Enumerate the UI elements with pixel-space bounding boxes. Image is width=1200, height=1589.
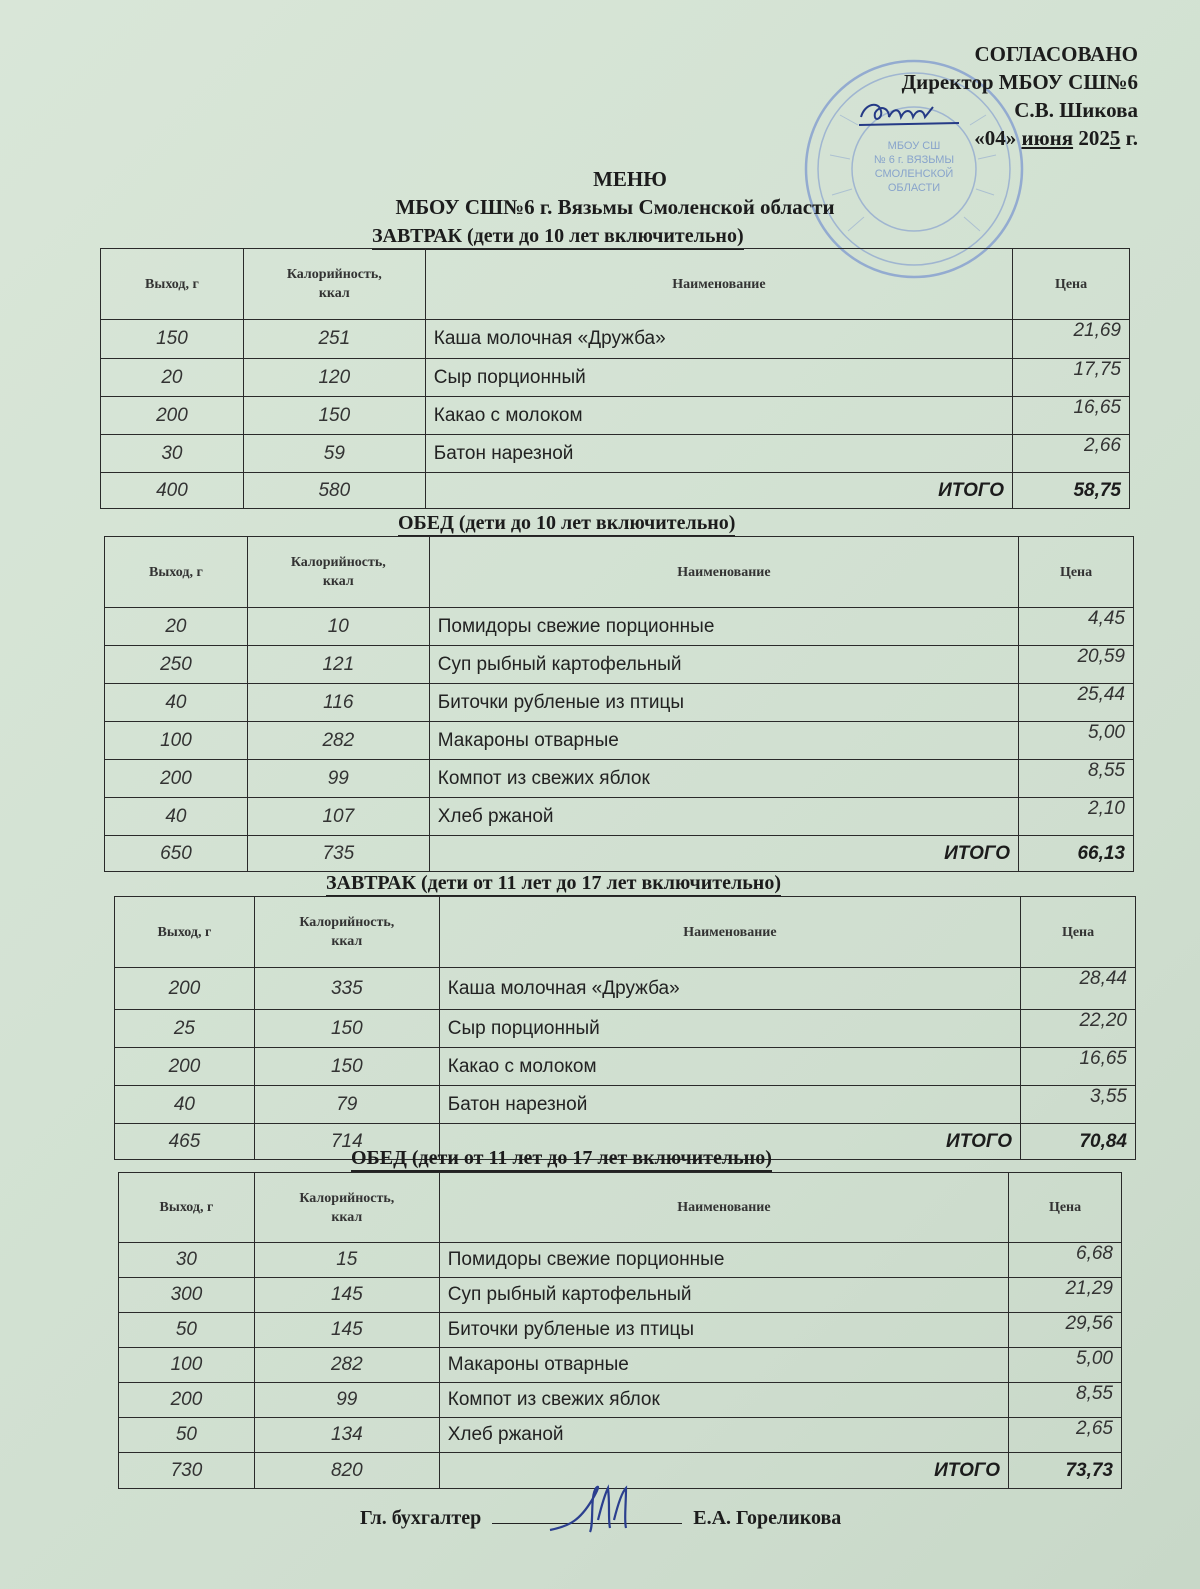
calories-cell: 735	[247, 836, 429, 872]
header-name: Наименование	[425, 249, 1012, 320]
stamp-line: № 6 г. ВЯЗЬМЫ	[873, 154, 955, 166]
weight-cell: 50	[119, 1313, 255, 1348]
header-price: Цена	[1013, 249, 1130, 320]
weight-cell: 30	[101, 435, 244, 473]
price-cell: 66,13	[1019, 836, 1134, 872]
weight-cell: 200	[115, 968, 255, 1010]
document-title: МЕНЮ	[593, 167, 667, 191]
approval-date-year-digit: 5	[1109, 126, 1121, 150]
table-header-row	[105, 537, 1134, 608]
table-header-row	[101, 249, 1130, 320]
header-price: Цена	[1009, 1173, 1122, 1243]
weight-cell: 400	[101, 473, 244, 509]
name-cell: Какао с молоком	[425, 397, 1012, 435]
table-header-row	[119, 1173, 1122, 1243]
header-weight: Выход, г	[101, 249, 244, 320]
stamp-line: МБОУ СШ	[887, 140, 941, 152]
calories-cell: 134	[254, 1418, 439, 1453]
calories-cell: 116	[247, 684, 429, 722]
section-title: ЗАВТРАК (дети до 10 лет включительно)	[372, 225, 744, 247]
price-cell: 2,10	[1019, 798, 1134, 836]
price-cell: 70,84	[1021, 1124, 1136, 1160]
price-cell: 5,00	[1019, 722, 1134, 760]
document-titles	[100, 165, 1130, 221]
price-cell: 8,55	[1009, 1383, 1122, 1418]
approval-heading: СОГЛАСОВАНО	[974, 42, 1138, 66]
calories-cell: 714	[254, 1124, 439, 1160]
total-label: ИТОГО	[439, 1124, 1020, 1160]
price-cell: 16,65	[1013, 397, 1130, 435]
calories-cell: 150	[254, 1010, 439, 1048]
approval-date-suffix: г.	[1125, 126, 1138, 150]
calories-cell: 820	[254, 1453, 439, 1489]
calories-cell: 150	[254, 1048, 439, 1086]
menu-table	[100, 248, 1130, 509]
approval-position: Директор МБОУ СШ№6	[901, 70, 1138, 94]
header-weight: Выход, г	[119, 1173, 255, 1243]
header-price: Цена	[1019, 537, 1134, 608]
menu-table	[114, 896, 1136, 1160]
header-weight: Выход, г	[115, 897, 255, 968]
price-cell: 17,75	[1013, 359, 1130, 397]
header-calories: Калорийность, ккал	[254, 897, 439, 968]
menu-table	[118, 1172, 1122, 1489]
weight-cell: 200	[101, 397, 244, 435]
calories-cell: 150	[243, 397, 425, 435]
table-row	[119, 1313, 1122, 1348]
price-cell: 6,68	[1009, 1243, 1122, 1278]
weight-cell: 300	[119, 1278, 255, 1313]
section-title: ОБЕД (дети до 10 лет включительно)	[398, 512, 735, 534]
calories-cell: 282	[254, 1348, 439, 1383]
name-cell: Хлеб ржаной	[439, 1418, 1008, 1453]
price-cell: 2,65	[1009, 1418, 1122, 1453]
table-total-row	[101, 473, 1130, 509]
table-row	[119, 1383, 1122, 1418]
name-cell: Каша молочная «Дружба»	[439, 968, 1020, 1010]
calories-cell: 107	[247, 798, 429, 836]
table-row	[115, 968, 1136, 1010]
header-name: Наименование	[429, 537, 1018, 608]
weight-cell: 250	[105, 646, 248, 684]
calories-cell: 145	[254, 1278, 439, 1313]
calories-cell: 580	[243, 473, 425, 509]
weight-cell: 30	[119, 1243, 255, 1278]
weight-cell: 200	[115, 1048, 255, 1086]
name-cell: Помидоры свежие порционные	[439, 1243, 1008, 1278]
calories-cell: 10	[247, 608, 429, 646]
header-name: Наименование	[439, 897, 1020, 968]
approval-date-month: июня	[1021, 126, 1074, 150]
name-cell: Батон нарезной	[425, 435, 1012, 473]
weight-cell: 40	[105, 684, 248, 722]
price-cell: 58,75	[1013, 473, 1130, 509]
weight-cell: 150	[101, 320, 244, 359]
price-cell: 16,65	[1021, 1048, 1136, 1086]
weight-cell: 730	[119, 1453, 255, 1489]
accountant-role: Гл. бухгалтер	[360, 1507, 482, 1529]
table-row	[101, 397, 1130, 435]
calories-cell: 121	[247, 646, 429, 684]
section-title: ОБЕД (дети от 11 лет до 17 лет включительно)	[351, 1147, 772, 1169]
name-cell: Батон нарезной	[439, 1086, 1020, 1124]
price-cell: 21,69	[1013, 320, 1130, 359]
weight-cell: 200	[119, 1383, 255, 1418]
total-label: ИТОГО	[429, 836, 1018, 872]
price-cell: 22,20	[1021, 1010, 1136, 1048]
header-price: Цена	[1021, 897, 1136, 968]
price-cell: 8,55	[1019, 760, 1134, 798]
accountant-name: Е.А. Гореликова	[693, 1507, 842, 1529]
director-signature	[855, 95, 965, 135]
accountant-signature	[540, 1480, 650, 1540]
table-row	[105, 722, 1134, 760]
total-label: ИТОГО	[425, 473, 1012, 509]
table-row	[119, 1348, 1122, 1383]
name-cell: Биточки рубленые из птицы	[429, 684, 1018, 722]
calories-cell: 282	[247, 722, 429, 760]
calories-cell: 79	[254, 1086, 439, 1124]
table-row	[105, 760, 1134, 798]
header-calories: Калорийность, ккал	[254, 1173, 439, 1243]
price-cell: 25,44	[1019, 684, 1134, 722]
price-cell: 5,00	[1009, 1348, 1122, 1383]
price-cell: 21,29	[1009, 1278, 1122, 1313]
price-cell: 3,55	[1021, 1086, 1136, 1124]
name-cell: Сыр порционный	[439, 1010, 1020, 1048]
table-row	[115, 1010, 1136, 1048]
table-header-row	[115, 897, 1136, 968]
calories-cell: 99	[247, 760, 429, 798]
weight-cell: 20	[101, 359, 244, 397]
name-cell: Суп рыбный картофельный	[439, 1278, 1008, 1313]
header-calories: Калорийность, ккал	[247, 537, 429, 608]
weight-cell: 200	[105, 760, 248, 798]
table-row	[101, 435, 1130, 473]
weight-cell: 25	[115, 1010, 255, 1048]
table-row	[105, 684, 1134, 722]
name-cell: Биточки рубленые из птицы	[439, 1313, 1008, 1348]
name-cell: Макароны отварные	[439, 1348, 1008, 1383]
calories-cell: 59	[243, 435, 425, 473]
calories-cell: 15	[254, 1243, 439, 1278]
table-row	[115, 1048, 1136, 1086]
price-cell: 28,44	[1021, 968, 1136, 1010]
menu-table	[104, 536, 1134, 872]
header-weight: Выход, г	[105, 537, 248, 608]
table-row	[105, 608, 1134, 646]
stamp-line: ОБЛАСТИ	[887, 182, 941, 194]
price-cell: 29,56	[1009, 1313, 1122, 1348]
table-row	[119, 1243, 1122, 1278]
weight-cell: 20	[105, 608, 248, 646]
calories-cell: 120	[243, 359, 425, 397]
header-calories: Калорийность, ккал	[243, 249, 425, 320]
weight-cell: 50	[119, 1418, 255, 1453]
header-name: Наименование	[439, 1173, 1008, 1243]
name-cell: Помидоры свежие порционные	[429, 608, 1018, 646]
weight-cell: 40	[105, 798, 248, 836]
table-total-row	[105, 836, 1134, 872]
name-cell: Компот из свежих яблок	[429, 760, 1018, 798]
name-cell: Хлеб ржаной	[429, 798, 1018, 836]
price-cell: 73,73	[1009, 1453, 1122, 1489]
name-cell: Сыр порционный	[425, 359, 1012, 397]
price-cell: 20,59	[1019, 646, 1134, 684]
calories-cell: 251	[243, 320, 425, 359]
price-cell: 2,66	[1013, 435, 1130, 473]
approval-date-year-prefix: 202	[1078, 126, 1110, 150]
stamp-line: СМОЛЕНСКОЙ	[874, 168, 954, 180]
name-cell: Макароны отварные	[429, 722, 1018, 760]
calories-cell: 145	[254, 1313, 439, 1348]
weight-cell: 100	[105, 722, 248, 760]
calories-cell: 335	[254, 968, 439, 1010]
total-label: ИТОГО	[439, 1453, 1008, 1489]
weight-cell: 465	[115, 1124, 255, 1160]
approval-date-day: «04»	[974, 126, 1017, 150]
table-row	[115, 1086, 1136, 1124]
calories-cell: 99	[254, 1383, 439, 1418]
weight-cell: 40	[115, 1086, 255, 1124]
table-row	[105, 798, 1134, 836]
name-cell: Компот из свежих яблок	[439, 1383, 1008, 1418]
table-row	[101, 320, 1130, 359]
name-cell: Каша молочная «Дружба»	[425, 320, 1012, 359]
table-row	[119, 1278, 1122, 1313]
section-title: ЗАВТРАК (дети от 11 лет до 17 лет включительно)	[326, 872, 781, 894]
table-row	[101, 359, 1130, 397]
price-cell: 4,45	[1019, 608, 1134, 646]
table-row	[119, 1418, 1122, 1453]
table-row	[105, 646, 1134, 684]
name-cell: Суп рыбный картофельный	[429, 646, 1018, 684]
weight-cell: 100	[119, 1348, 255, 1383]
document-subtitle: МБОУ СШ№6 г. Вязьмы Смоленской области	[395, 195, 835, 219]
weight-cell: 650	[105, 836, 248, 872]
approval-director-name: С.В. Шикова	[1014, 98, 1138, 122]
name-cell: Какао с молоком	[439, 1048, 1020, 1086]
